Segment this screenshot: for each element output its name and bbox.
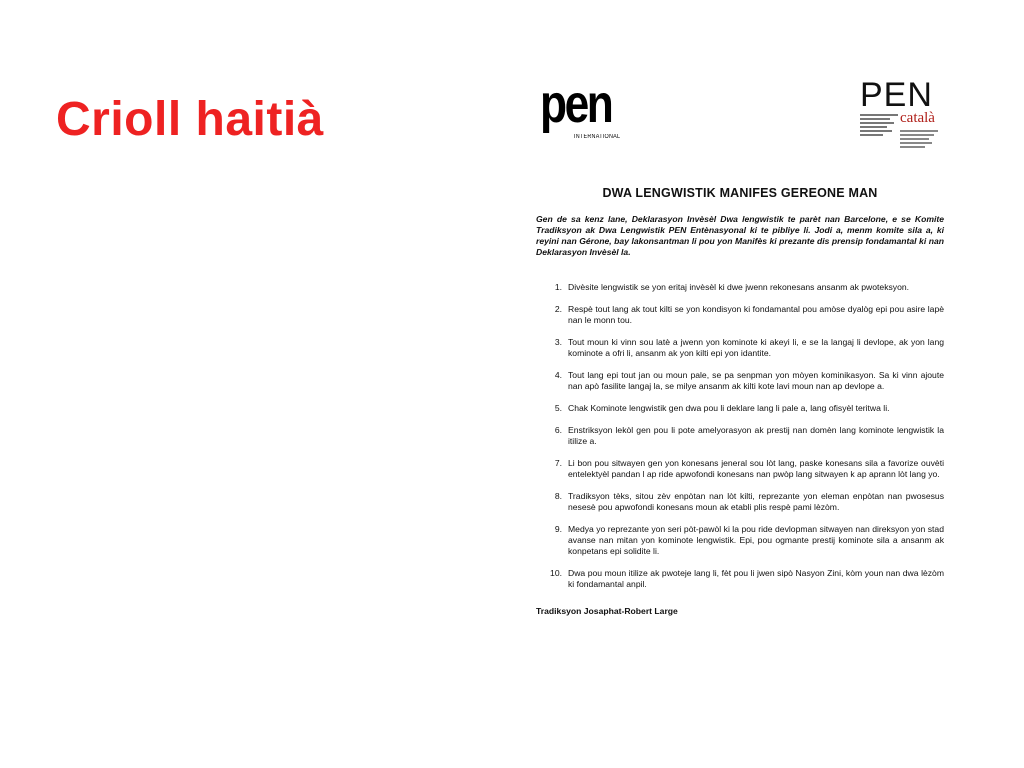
pen-catala-logo-wordmark: PEN — [860, 76, 933, 114]
manifesto-document — [536, 186, 944, 616]
pen-catala-logo-fineprint-2 — [900, 130, 938, 150]
list-item — [536, 524, 944, 557]
list-item-number: 9. — [554, 524, 562, 534]
list-item-number: 2. — [554, 304, 562, 314]
list-item — [536, 458, 944, 480]
list-item-number: 5. — [554, 403, 562, 413]
list-item — [536, 403, 944, 414]
pen-catala-logo-fineprint — [860, 114, 898, 138]
list-item-text: Tout lang epi tout jan ou moun pale, se pa senpman yon mòyen kominikasyon. Sa ki vinn ajoute nan apò fasilite langaj la, se milye ansanm ak kilti kote lavi moun nan ap devlope a. — [568, 370, 944, 391]
list-item-text: Dwa pou moun itilize ak pwoteje lang li, fèt pou li jwen sipò Nasyon Zini, kòm youn nan dwa lèzòm ki fondamantal anpil. — [568, 568, 944, 589]
document-title: DWA LENGWISTIK MANIFES GEREONE MAN — [602, 186, 878, 200]
list-item-text: Enstriksyon lekòl gen pou li pote amelyorasyon ak prestij nan domèn lang kominote lengwistik la itilize a. — [568, 425, 944, 446]
list-item — [536, 568, 944, 590]
document-intro: Gen de sa kenz lane, Deklarasyon Invèsèl Dwa lengwistik te parèt nan Barcelone, e se Komite Tradiksyon ak Dwa Lengwistik PEN Entènasyonal ki te pibliye li. Jodi a, menm komite sila a, ki reyini nan Gérone, bay lakonsantman li pou yon Manifès ki prezante dis prensip fondamantal ki nan Deklarasyon Invèsèl la. — [536, 214, 944, 257]
list-item — [536, 337, 944, 359]
pen-international-logo-wordmark: pen — [540, 74, 612, 134]
list-item — [536, 304, 944, 326]
list-item — [536, 425, 944, 447]
pen-international-logo-subtitle: INTERNATIONAL — [574, 134, 621, 140]
pen-international-logo — [540, 76, 632, 148]
list-item-number: 8. — [554, 491, 562, 501]
list-item-number: 6. — [554, 425, 562, 435]
list-item — [536, 282, 944, 293]
list-item-text: Divèsite lengwistik se yon eritaj invèsèl ki dwe jwenn rekonesans ansanm ak pwoteksyon. — [568, 282, 910, 292]
list-item-number: 3. — [554, 337, 562, 347]
list-item-number: 7. — [554, 458, 562, 468]
pen-catala-logo-subtitle: català — [900, 110, 935, 126]
list-item-text: Medya yo reprezante yon seri pòt-pawòl ki la pou ride devlopman sitwayen nan direksyon yon stad avanse nan mitan yon kominote lengwistik. Epi, pou ogmante prestij kominote sila a ansanm ak konpetans epi solidite li. — [568, 524, 944, 556]
principles-list — [536, 282, 944, 590]
list-item-number: 1. — [554, 282, 562, 292]
list-item-text: Chak Kominote lengwistik gen dwa pou li deklare lang li pale a, lang ofisyèl teritwa li. — [568, 403, 890, 413]
list-item-text: Tout moun ki vinn sou latè a jwenn yon kominote ki akeyi li, e se la langaj li devlope, ak yon lang kominote a ofri li, ansanm ak yon kilti epi yon idantite. — [568, 337, 944, 358]
list-item-number: 4. — [554, 370, 562, 380]
list-item — [536, 491, 944, 513]
list-item-text: Li bon pou sitwayen gen yon konesans jeneral sou lòt lang, paske konesans sila a favorize ouvèti entelektyèl pandan l ap ride apwofondi konesans nan pwòp lang sitwayen k ap aprann lòt lang yo. — [568, 458, 944, 479]
slide-title: Crioll haitià — [56, 93, 324, 146]
translation-credit: Tradiksyon Josaphat-Robert Large — [536, 606, 678, 616]
pen-catala-logo — [860, 78, 940, 150]
list-item — [536, 370, 944, 392]
list-item-text: Respè tout lang ak tout kilti se yon kondisyon ki fondamantal pou amòse dyalòg epi pou asire lapè nan le monn tou. — [568, 304, 944, 325]
list-item-text: Tradiksyon tèks, sitou zèv enpòtan nan lòt kilti, reprezante yon eleman enpòtan nan pwosesus nesesè pou apwofondi konesans moun ak etabli plis respè pami lèzòm. — [568, 491, 944, 512]
list-item-number: 10. — [550, 568, 562, 578]
